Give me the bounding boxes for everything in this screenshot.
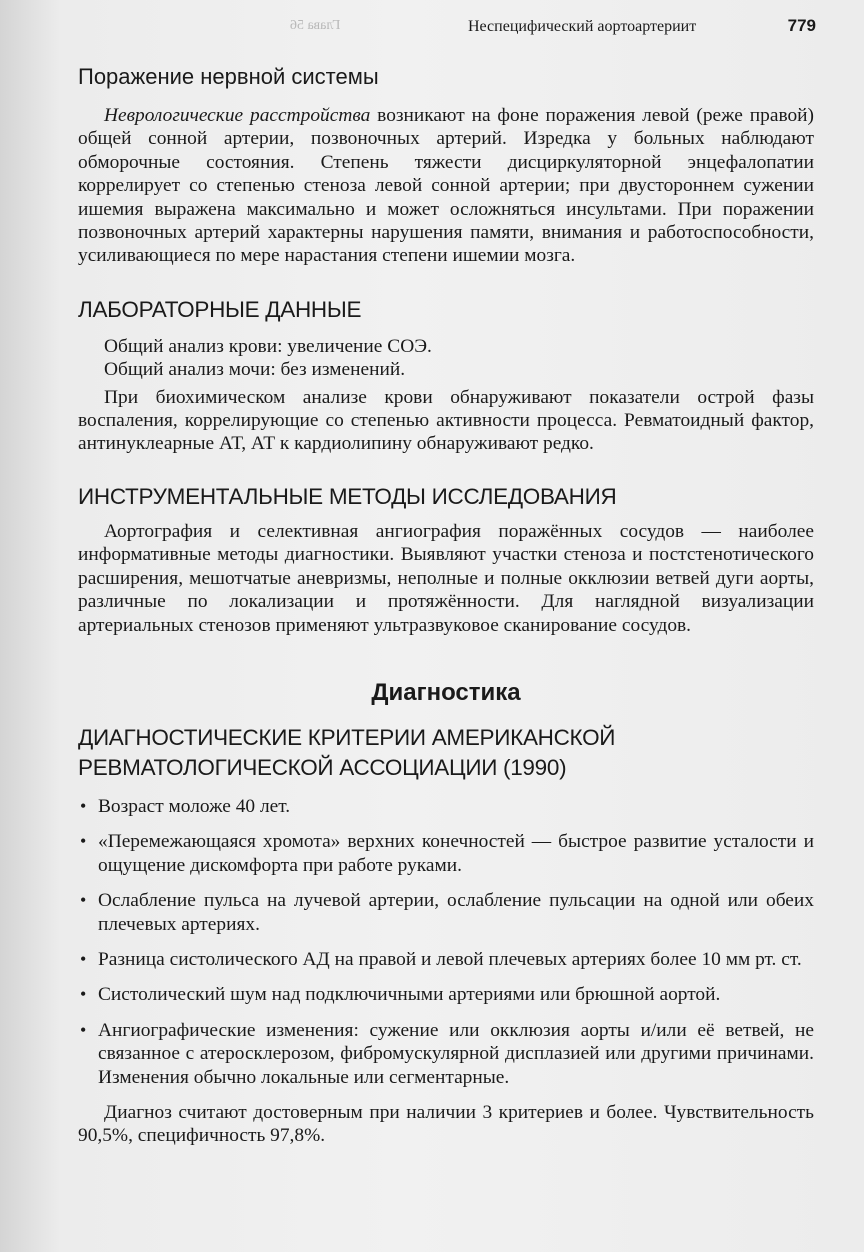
- nervous-lead-italic: Неврологические расстройства: [104, 105, 371, 126]
- bleed-through-running-head: Глава 56: [290, 18, 341, 33]
- nervous-system-paragraph: [78, 104, 814, 268]
- running-title: Неспецифический аортоартериит: [468, 18, 697, 35]
- criteria-item: • Систолический шум над подключичными артериями или брюшной аортой.: [78, 983, 814, 1006]
- page-content: [78, 62, 814, 1148]
- criteria-item: • «Перемежающаяся хромота» верхних конечностей — быстрое развитие усталости и ощущение дискомфорта при работе руками.: [78, 830, 814, 877]
- instrumental-heading: ИНСТРУМЕНТАЛЬНЫЕ МЕТОДЫ ИССЛЕДОВАНИЯ: [78, 483, 617, 509]
- diagnostics-heading: Диагностика: [371, 678, 521, 706]
- diagnosis-conclusion: Диагноз считают достоверным при наличии 3 критериев и более. Чувствительность 90,5%, специфичность 97,8%.: [78, 1101, 814, 1147]
- criteria-list: [78, 795, 814, 1089]
- lab-blood: Общий анализ крови: увеличение СОЭ.: [104, 335, 432, 357]
- lab-urine: Общий анализ мочи: без изменений.: [104, 359, 406, 381]
- criteria-item: • Ослабление пульса на лучевой артерии, ослабление пульсации на одной или обеих плечевых артериях.: [78, 889, 814, 936]
- page-header: [60, 16, 816, 38]
- criteria-heading: ДИАГНОСТИЧЕСКИЕ КРИТЕРИИ АМЕРИКАНСКОЙ РЕВМАТОЛОГИЧЕСКОЙ АССОЦИАЦИИ (1990): [78, 724, 616, 780]
- lab-data-heading: ЛАБОРАТОРНЫЕ ДАННЫЕ: [78, 296, 362, 322]
- nervous-system-heading: Поражение нервной системы: [78, 64, 379, 89]
- criteria-item: • Разница систолического АД на правой и левой плечевых артериях более 10 мм рт. ст.: [78, 948, 814, 971]
- nervous-text: возникают на фоне поражения левой (реже правой) общей сонной артерии, позвоночных артерий. Изредка у больных наблюдают обморочные состояния. Степень тяжести дисциркуляторной энцефалопатии коррелирует со степенью стеноза левой сонной артерии; при двустороннем сужении ишемия выражена максимально и может осложняться инсультами. При поражении позвоночных артерий характерны нарушения памяти, внимания и работоспособности, усиливающиеся по мере нарастания степени ишемии мозга.: [78, 105, 814, 267]
- page-number: 779: [787, 16, 816, 35]
- lab-biochem: При биохимическом анализе крови обнаруживают показатели острой фазы воспаления, коррелирующие со степенью активности процесса. Ревматоидный фактор, антинуклеарные АТ, АТ к кардиолипину обнаруживают редко.: [78, 386, 814, 455]
- instrumental-paragraph: Аортография и селективная ангиография поражённых сосудов — наиболее информативные методы диагностики. Выявляют участки стеноза и постстенотического расширения, мешотчатые аневризмы, неполные и полные окклюзии ветвей дуги аорты, различные по локализации и протяжённости. Для наглядной визуализации артериальных стенозов применяют ультразвуковое сканирование сосудов.: [78, 520, 814, 636]
- criteria-item: • Ангиографические изменения: сужение или окклюзия аорты и/или её ветвей, не связанное с атеросклерозом, фибромускулярной дисплазией или другими причинами. Изменения обычно локальные или сегментарные.: [78, 1019, 814, 1089]
- criteria-item: • Возраст моложе 40 лет.: [78, 795, 814, 818]
